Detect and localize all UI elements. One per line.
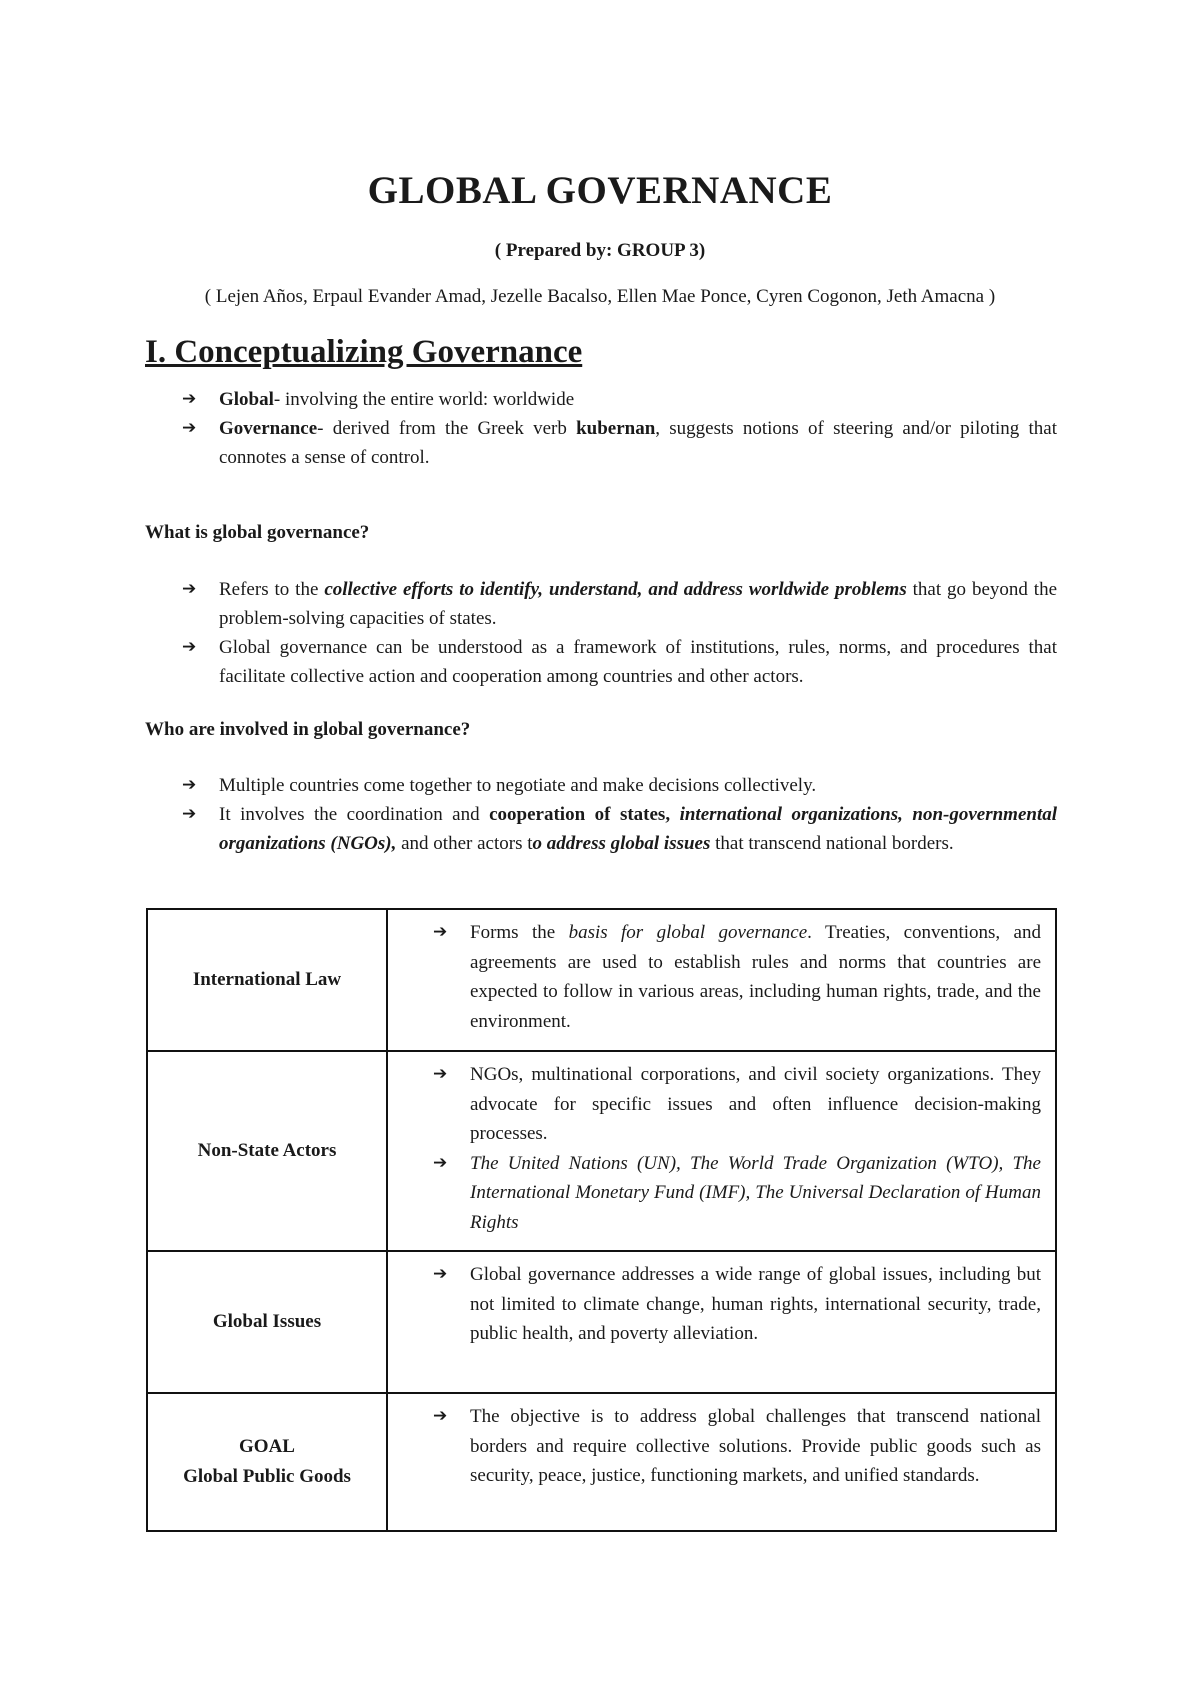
cell-text: Forms the [470, 922, 569, 943]
row-label [148, 1394, 388, 1530]
cell-text: The objective is to address global challenges that transcend national borders and require collective solutions. Provide public goods such as security, peace, justice, functioning markets, and unified standards. [470, 1406, 1041, 1486]
right-arrow-icon: ➔ [182, 775, 197, 795]
table-row [148, 1252, 1055, 1394]
right-arrow-icon: ➔ [182, 418, 197, 438]
cell-emphasis: basis for global governance [568, 922, 808, 943]
answer-emphasis: collective efforts to identify, understand, and address worldwide problems [324, 579, 907, 600]
answer-text: Global governance can be understood as a framework of institutions, rules, norms, and procedures that facilitate collective action and cooperation among countries and other actors. [219, 637, 1057, 687]
table-row [148, 910, 1055, 1052]
document-title: GLOBAL GOVERNANCE [367, 169, 833, 212]
answers-what [145, 575, 1057, 691]
list-item [388, 918, 1041, 1036]
question-who: Who are involved in global governance? [145, 719, 471, 740]
row-content [388, 1052, 1055, 1250]
list-item [145, 633, 1057, 691]
term-kubernan: kubernan [576, 418, 656, 439]
answer-emphasis: o address global issues [532, 833, 711, 854]
list-item [388, 1402, 1041, 1491]
list-item [145, 575, 1057, 633]
answer-text: and other actors t [396, 833, 533, 854]
row-label: Global Issues [148, 1252, 388, 1392]
goal-sublabel: Global Public Goods [183, 1466, 351, 1487]
right-arrow-icon: ➔ [182, 389, 197, 409]
governance-table [146, 908, 1057, 1532]
list-item [145, 414, 1057, 472]
row-label: Non-State Actors [148, 1052, 388, 1250]
right-arrow-icon: ➔ [182, 579, 197, 599]
cell-text: . Treaties, conventions, and agreements are used to establish rules and norms that countries are expected to follow in various areas, including human rights, trade, and the environment. [470, 922, 1041, 1032]
list-item [388, 1149, 1041, 1238]
authors-line: ( Lejen Años, Erpaul Evander Amad, Jezelle Bacalso, Ellen Mae Ponce, Cyren Cogonon, Jeth Amacna ) [204, 286, 996, 307]
row-content [388, 1252, 1055, 1392]
list-item [145, 385, 1057, 414]
right-arrow-icon: ➔ [433, 922, 448, 942]
list-item [145, 800, 1057, 858]
answers-who [145, 771, 1057, 858]
definition-text: - derived from the Greek verb [317, 418, 577, 439]
answer-text: Refers to the [219, 579, 325, 600]
answer-text: that go beyond the problem-solving capacities of states. [219, 579, 1058, 629]
right-arrow-icon: ➔ [433, 1264, 448, 1284]
definitions-list [145, 385, 1057, 472]
list-item [388, 1260, 1041, 1349]
definition-text: - involving the entire world: worldwide [273, 389, 575, 410]
answer-text: Multiple countries come together to negotiate and make decisions collectively. [219, 775, 817, 796]
cell-emphasis: The United Nations (UN), The World Trade Organization (WTO), The International Monetary Fund (IMF), The Universal Declaration of Human Rights [470, 1152, 1041, 1233]
cell-text: Global governance addresses a wide range of global issues, including but not limited to climate change, human rights, international security, trade, public health, and poverty alleviation. [470, 1264, 1041, 1344]
list-item [388, 1060, 1041, 1149]
question-what: What is global governance? [145, 522, 370, 543]
right-arrow-icon: ➔ [433, 1406, 448, 1426]
row-content [388, 1394, 1055, 1530]
right-arrow-icon: ➔ [182, 637, 197, 657]
goal-label: GOAL [239, 1436, 295, 1457]
definition-text: , suggests notions of steering and/or piloting that connotes a sense of control. [219, 418, 1058, 468]
table-row [148, 1394, 1055, 1530]
cell-text: NGOs, multinational corporations, and civil society organizations. They advocate for specific issues and often influence decision-making processes. [470, 1064, 1041, 1144]
prepared-by: ( Prepared by: GROUP 3) [494, 240, 706, 261]
table-row [148, 1052, 1055, 1252]
answer-bold: cooperation of states, [489, 804, 671, 825]
list-item [145, 771, 1057, 800]
term-governance: Governance [219, 418, 318, 439]
right-arrow-icon: ➔ [433, 1152, 448, 1173]
row-label: International Law [148, 910, 388, 1050]
term-global: Global [219, 389, 274, 410]
answer-text: that transcend national borders. [710, 833, 954, 854]
right-arrow-icon: ➔ [182, 804, 197, 824]
row-content [388, 910, 1055, 1050]
answer-emphasis: international organizations, non-governmental organizations (NGOs), [219, 804, 1058, 854]
section-heading: I. Conceptualizing Governance [145, 334, 583, 370]
right-arrow-icon: ➔ [433, 1064, 448, 1084]
answer-text: It involves the coordination and [219, 804, 490, 825]
